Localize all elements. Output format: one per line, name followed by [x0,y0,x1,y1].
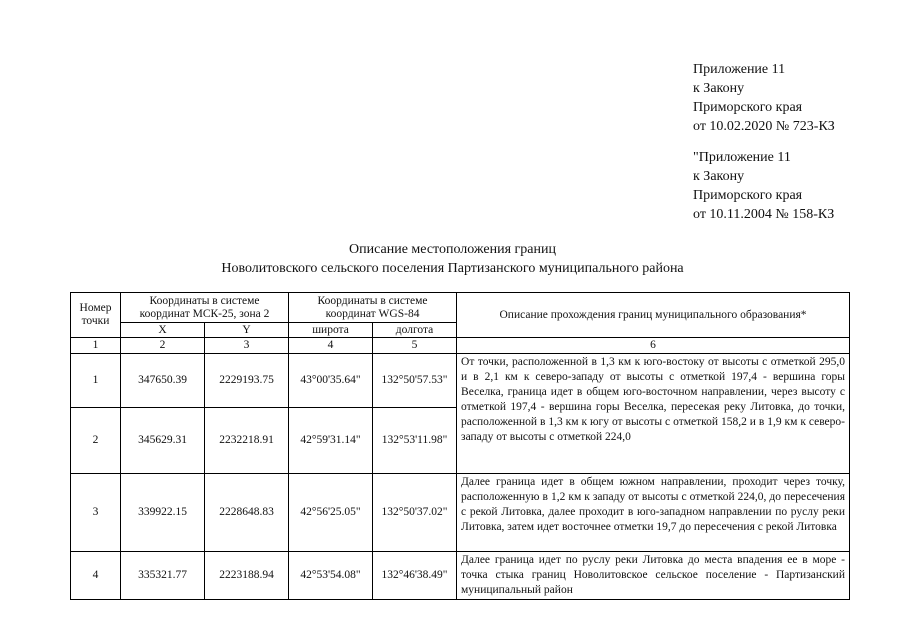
appendix-line: к Закону [693,81,745,96]
longitude: 132°46'38.49" [373,552,457,600]
table-row [71,552,850,600]
column-number-row [71,338,850,354]
boundary-description: Далее граница идет в общем южном направлении, проходит через точку, расположенную в 1,2 км к западу от высоты с отметкой 224,0, до пересечения с рекой Литовка, далее проходит в юго-западном направлении по руслу реки Литовка, затем идет восточнее отметки 19,7 до пересечения с рекой Литовка [457,474,850,552]
column-number: 1 [71,338,121,354]
latitude: 42°53'54.08" [289,552,373,600]
header-latitude: широта [289,323,373,338]
boundary-description: Далее граница идет по руслу реки Литовка до места впадения ее в море - точка стыка границ Новолитовское сельское поселение - Партизанский муниципальный район [457,552,850,600]
point-number: 2 [71,408,121,474]
point-number: 4 [71,552,121,600]
column-number: 5 [373,338,457,354]
column-number: 3 [205,338,289,354]
point-number: 3 [71,474,121,552]
header-x: X [121,323,205,338]
document-title: Описание местоположения границ [349,242,556,257]
appendix-line: "Приложение 11 [693,150,791,165]
coord-y: 2232218.91 [205,408,289,474]
boundary-description: От точки, расположенной в 1,3 км к юго-востоку от высоты с отметкой 295,0 и в 2,1 км к северо-западу от высоты с отметкой 197,4 - вершина горы Веселка, граница идет в общем юго-восточном направлении, через высоту с отметкой 197,4 - вершина горы Веселка, пересекая реку Литовка, до точки, расположенной в 1,3 км к югу от высоты с отметкой 158,2 и в 1,9 км к северо-западу от высоты с отметкой 224,0 [457,354,850,474]
column-number: 2 [121,338,205,354]
header-description: Описание прохождения границ муниципального образования* [457,293,850,338]
column-number: 4 [289,338,373,354]
table-row [71,474,850,516]
header-msk-coordinates: Координаты в системе координат МСК-25, зона 2 [121,293,289,323]
appendix-line: Приложение 11 [693,62,786,77]
coord-y: 2223188.94 [205,552,289,600]
appendix-line: от 10.11.2004 № 158-КЗ [693,207,835,222]
appendix-line: Приморского края [693,100,803,115]
document-subtitle: Новолитовского сельского поселения Партизанского муниципального района [221,261,684,276]
header-wgs-coordinates: Координаты в системе координат WGS-84 [289,293,457,323]
latitude: 43°00'35.64" [289,354,373,408]
longitude: 132°53'11.98" [373,408,457,474]
coord-x: 345629.31 [121,408,205,474]
coord-y: 2229193.75 [205,354,289,408]
point-number: 1 [71,354,121,408]
latitude: 42°59'31.14" [289,408,373,474]
header-y: Y [205,323,289,338]
appendix-current-reference [693,60,835,136]
appendix-line: к Закону [693,169,745,184]
column-number: 6 [457,338,850,354]
longitude: 132°50'57.53" [373,354,457,408]
coord-x: 335321.77 [121,552,205,600]
coord-x: 347650.39 [121,354,205,408]
boundary-points-table [70,292,850,600]
coord-y: 2228648.83 [205,474,289,552]
appendix-original-reference [693,148,834,224]
appendix-line: Приморского края [693,188,803,203]
table-row [71,354,850,408]
latitude: 42°56'25.05" [289,474,373,552]
coord-x: 339922.15 [121,474,205,552]
table-header-row [71,293,850,323]
header-point-number: Номер точки [71,293,121,338]
appendix-line: от 10.02.2020 № 723-КЗ [693,119,835,134]
header-longitude: долгота [373,323,457,338]
longitude: 132°50'37.02" [373,474,457,552]
